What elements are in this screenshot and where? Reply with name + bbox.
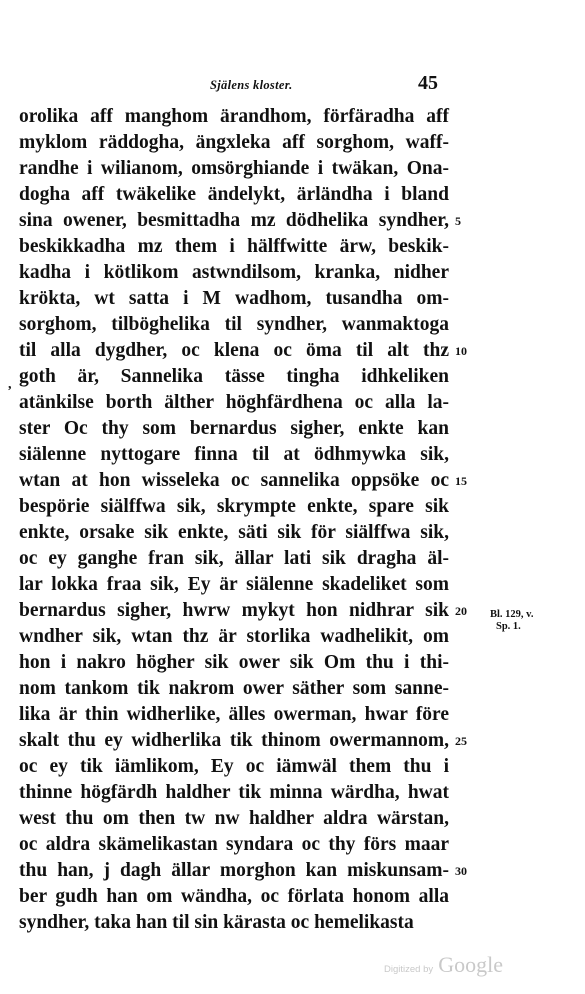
text-line: sorghom, tilböghelika til syndher, wanmaktoga xyxy=(19,314,449,335)
line-number: 5 xyxy=(455,214,461,228)
text-line: beskikkadha mz them i hälffwitte ärw, beskik- xyxy=(19,236,449,257)
text-line: ber gudh han om wändha, oc förlata honom alla xyxy=(19,886,449,907)
text-line: west thu om then tw nw haldher aldra wärstan, xyxy=(19,808,449,829)
text-line: skalt thu ey widherlika tik thinom owermannom, xyxy=(19,730,449,751)
text-line: oc ey tik iämlikom, Ey oc iämwäl them thu i xyxy=(19,756,449,777)
margin-mark: , xyxy=(8,377,12,392)
side-note-folio: Bl. 129, v. xyxy=(490,609,534,620)
line-number: 25 xyxy=(455,734,467,748)
text-line: nom tankom tik nakrom ower säther som sanne- xyxy=(19,678,449,699)
text-line: randhe i wilianom, omsörghiande i twäkan, Ona- xyxy=(19,158,449,179)
text-line: dogha aff twäkelike ändelykt, ärländha i bland xyxy=(19,184,449,205)
watermark-prefix: Digitized by xyxy=(384,964,434,975)
text-line: wndher sik, wtan thz är storlika wadhelikit, om xyxy=(19,626,449,647)
running-header: Själens kloster. xyxy=(210,78,293,92)
text-line: sina owener, besmittadha mz dödhelika syndher, xyxy=(19,210,449,231)
text-line: lar lokka fraa sik, Ey är siälenne skadeliket som xyxy=(19,574,449,595)
side-note xyxy=(490,609,533,633)
google-logo: Google xyxy=(438,952,503,977)
line-number: 20 xyxy=(455,604,467,618)
text-line: thinne högfärdh haldher tik minna wärdha, hwat xyxy=(19,782,449,803)
line-number: 10 xyxy=(455,344,467,358)
side-note-column: Sp. 1. xyxy=(496,621,521,632)
text-line: kadha i kötlikom astwndilsom, kranka, nidher xyxy=(19,262,449,283)
text-line: siälenne nyttogare finna til at ödhmywka sik, xyxy=(19,444,449,465)
text-line: oc ey ganghe fran sik, ällar lati sik dragha äl- xyxy=(19,548,449,569)
page-number: 45 xyxy=(418,72,438,94)
text-line: orolika aff manghom ärandhom, förfäradha aff xyxy=(19,106,449,127)
text-line: bernardus sigher, hwrw mykyt hon nidhrar sik xyxy=(19,600,449,621)
text-line: enkte, orsake sik enkte, säti sik för siälffwa sik, xyxy=(19,522,449,543)
text-line: bespörie siälffwa sik, skrympte enkte, spare sik xyxy=(19,496,449,517)
text-line: til alla dygdher, oc klena oc öma til alt thz xyxy=(19,340,449,361)
text-line: lika är thin widherlike, älles owerman, hwar före xyxy=(19,704,449,725)
text-line: goth är, Sannelika tässe tingha idhkeliken xyxy=(19,366,449,387)
text-line: wtan at hon wisseleka oc sannelika oppsöke oc xyxy=(19,470,449,491)
line-number: 30 xyxy=(455,864,467,878)
text-line: syndher, taka han til sin kärasta oc hemelikasta xyxy=(19,912,414,933)
text-line: krökta, wt satta i M wadhom, tusandha om- xyxy=(19,288,449,309)
text-line: thu han, j dagh ällar morghon kan miskunsam- xyxy=(19,860,449,881)
text-line: myklom räddogha, ängxleka aff sorghom, waff- xyxy=(19,132,449,153)
text-line: hon i nakro högher sik ower sik Om thu i thi- xyxy=(19,652,449,673)
digitized-watermark xyxy=(384,952,503,978)
text-line: oc aldra skämelikastan syndara oc thy förs maar xyxy=(19,834,449,855)
text-line: ster Oc thy som bernardus sigher, enkte kan xyxy=(19,418,449,439)
text-line: atänkilse borth älther höghfärdhena oc alla la- xyxy=(19,392,449,413)
line-number: 15 xyxy=(455,474,467,488)
